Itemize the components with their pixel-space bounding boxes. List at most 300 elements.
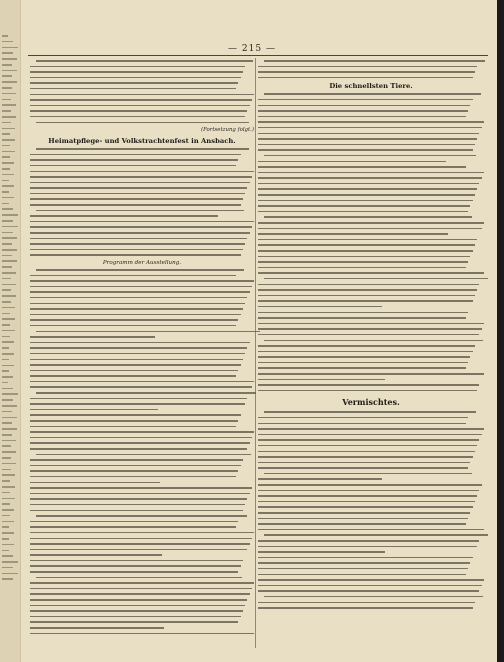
text-line [30,370,238,372]
text-line [264,278,488,280]
gutter-line [2,151,15,153]
gutter-line [2,469,11,471]
text-line [36,269,244,271]
gutter-line [2,203,9,205]
text-line [258,557,473,559]
text-line [258,121,484,123]
text-line [36,60,253,62]
text-line [36,577,242,579]
gutter-line [2,538,9,540]
text-line [258,384,479,386]
text-line [30,414,241,416]
gutter-line [2,185,14,187]
article-text-block [258,60,484,78]
gutter-line [2,521,14,523]
text-line [30,193,245,195]
text-line [30,420,238,422]
gutter-line [2,99,11,101]
gutter-line [2,550,9,552]
text-line [30,226,252,228]
gutter-line [2,64,12,66]
text-line [30,303,245,305]
gutter-line [2,480,10,482]
gutter-line [2,243,12,245]
text-line [30,582,254,584]
gutter-line [2,382,8,384]
text-line [30,308,243,310]
text-line [258,351,473,353]
text-line [258,267,466,269]
text-line [258,289,477,291]
text-line [264,340,483,342]
text-line [30,398,247,400]
text-line [258,445,477,447]
gutter-line [2,289,11,291]
text-line [30,347,247,349]
gutter-line [2,399,13,401]
gutter-line [2,486,15,488]
text-line [258,295,475,297]
text-line [258,574,466,576]
text-line [30,275,236,277]
text-line [30,110,247,112]
text-line [258,188,477,190]
text-line [30,386,252,388]
gutter-line [2,93,16,95]
text-line [36,148,249,150]
text-line [36,210,244,212]
article-text-block [30,148,254,256]
text-line [30,493,250,495]
text-line [258,379,385,381]
text-line [36,331,260,333]
text-line [258,272,484,274]
gutter-line [2,341,14,343]
text-line [36,392,256,394]
text-line [258,116,466,118]
text-line [258,261,468,263]
text-line [258,484,482,486]
text-line [30,342,250,344]
gutter-line [2,162,14,164]
text-line [258,356,470,358]
gutter-line [2,359,9,361]
text-line [258,239,477,241]
gutter-line [2,451,16,453]
text-line [258,512,470,514]
header-rule [28,55,488,56]
page-number: — 215 — [228,44,276,54]
article-subheading: Programm der Ausstellung. [102,260,182,266]
text-line [264,93,481,95]
text-line [30,560,243,562]
text-line [30,605,245,607]
gutter-line [2,75,12,77]
text-line [30,521,238,523]
text-line [30,498,247,500]
text-line [30,286,252,288]
text-line [30,437,252,439]
gutter-line [2,370,9,372]
text-line [30,325,236,327]
text-line [30,627,164,629]
gutter-line [2,503,10,505]
text-line [258,362,468,364]
text-line [258,456,473,458]
gutter-line [2,116,16,118]
gutter-line [2,255,12,257]
text-line [258,529,484,531]
text-line [30,297,247,299]
text-line [30,99,252,101]
text-line [30,487,252,489]
gutter-line [2,174,14,176]
text-line [264,155,476,157]
gutter-line [2,87,12,89]
gutter-line [2,232,13,234]
text-line [258,551,385,553]
gutter-line [2,301,11,303]
text-line [258,244,475,246]
text-line [30,291,250,293]
previous-page-gutter [0,0,21,662]
gutter-line [2,35,8,37]
text-line [30,621,238,623]
gutter-line [2,365,14,367]
gutter-line [2,307,15,309]
text-line [258,373,484,375]
text-line [258,546,477,548]
article-text-block [30,60,254,123]
text-line [258,200,473,202]
gutter-line [2,272,16,274]
gutter-line [2,58,17,60]
text-line [30,381,254,383]
text-line [258,607,473,609]
text-line [264,473,472,475]
text-line [258,590,479,592]
text-line [30,543,250,545]
gutter-line [2,122,11,124]
text-line [30,319,238,321]
text-line [258,328,482,330]
gutter-line [2,313,10,315]
gutter-line [2,509,14,511]
text-line [258,284,479,286]
gutter-line [2,133,10,135]
text-line [258,71,475,73]
text-line [258,478,382,480]
gutter-line [2,417,17,419]
gutter-line [2,128,15,130]
gutter-line [2,168,10,170]
text-line [30,77,241,79]
text-line [258,66,477,68]
gutter-line [2,544,14,546]
gutter-line [2,81,17,83]
text-line [30,171,254,173]
text-line [30,238,247,240]
text-line [258,334,479,336]
gutter-line [2,295,16,297]
text-line [30,593,250,595]
article-heading: Heimatpflege- und Volkstrachtenfest in Ansbach. [48,137,236,146]
text-line [30,154,241,156]
gutter-line [2,156,10,158]
text-line [258,77,473,79]
gutter-line [2,318,15,320]
text-line [258,166,466,168]
text-line [264,411,476,413]
text-line [258,345,475,347]
text-line [30,187,247,189]
gutter-line [2,555,13,557]
text-line [30,204,241,206]
text-line [30,465,241,467]
text-line [258,222,484,224]
text-line [30,431,254,433]
text-line [30,476,236,478]
text-line [30,403,245,405]
gutter-line [2,393,18,395]
text-line [258,228,482,230]
text-line [30,105,250,107]
gutter-line [2,492,10,494]
text-line [258,211,468,213]
text-line [258,506,473,508]
text-line [258,562,470,564]
text-line [258,501,475,503]
gutter-line [2,226,18,228]
text-line [258,467,468,469]
text-line [30,442,250,444]
text-line [30,599,247,601]
text-line [30,314,241,316]
text-line [258,462,470,464]
text-line [258,256,470,258]
text-line [30,232,250,234]
text-line [258,518,468,520]
text-line [258,306,382,308]
gutter-line [2,434,12,436]
text-line [30,176,252,178]
text-line [30,159,238,161]
text-line [30,554,162,556]
gutter-line [2,474,15,476]
text-line [30,280,254,282]
gutter-line [2,260,17,262]
gutter-line [2,208,13,210]
text-line [30,532,254,534]
gutter-text-lines [2,35,18,584]
article-heading: Die schnellsten Tiere. [329,82,413,91]
text-line [258,144,475,146]
left-column [30,60,254,638]
text-line [30,254,241,256]
text-line [264,60,485,62]
text-line [30,336,155,338]
gutter-line [2,428,17,430]
gutter-line [2,41,13,43]
text-line [258,434,482,436]
text-line [258,233,448,235]
gutter-line [2,422,12,424]
gutter-line [2,411,12,413]
text-line [258,183,479,185]
continuation-note: (Fortsetzung folgt.) [200,127,254,134]
text-line [30,215,218,217]
text-line [258,205,470,207]
text-line [258,451,475,453]
text-line [264,534,488,536]
text-line [264,596,483,598]
text-line [258,579,484,581]
gutter-line [2,532,14,534]
text-line [30,633,254,635]
column-divider [255,58,256,648]
text-line [258,312,468,314]
text-line [36,515,247,517]
gutter-line [2,266,12,268]
text-line [36,454,251,456]
text-line [258,495,477,497]
text-line [30,66,245,68]
text-line [30,364,241,366]
text-line [258,300,473,302]
text-line [258,133,479,135]
gutter-line [2,498,15,500]
gutter-line [2,440,16,442]
gutter-line [2,376,13,378]
text-line [258,138,477,140]
text-line [258,439,479,441]
text-line [30,588,252,590]
gutter-line [2,214,18,216]
text-line [30,409,158,411]
gutter-line [2,330,15,332]
text-line [258,177,482,179]
text-line [258,161,446,163]
text-line [30,459,243,461]
gutter-line [2,278,11,280]
section-heading: Vermischtes. [342,397,400,408]
text-line [30,538,252,540]
text-line [258,367,466,369]
text-line [30,71,243,73]
gutter-line [2,567,13,569]
gutter-line [2,353,14,355]
text-line [258,523,466,525]
text-line [30,165,236,167]
gutter-line [2,191,9,193]
text-line [258,149,473,151]
text-line [30,359,243,361]
text-line [30,610,243,612]
text-line [264,216,472,218]
text-line [30,116,245,118]
text-line [258,194,475,196]
text-line [258,540,479,542]
text-line [30,616,241,618]
text-line [258,390,477,392]
text-line [258,317,466,319]
text-line [30,221,254,223]
gutter-line [2,110,11,112]
gutter-line [2,237,17,239]
text-line [30,353,245,355]
text-line [30,243,245,245]
text-line [258,110,468,112]
text-line [258,127,482,129]
text-line [30,565,241,567]
text-line [258,602,475,604]
text-line [30,94,254,96]
text-line [30,82,238,84]
text-line [258,490,479,492]
article-text-block [30,269,254,634]
gutter-line [2,139,15,141]
text-line [30,426,236,428]
text-line [30,510,243,512]
text-line [30,375,236,377]
text-line [30,88,236,90]
gutter-line [2,104,16,106]
gutter-line [2,578,13,580]
text-line [30,182,250,184]
article-text-block [258,411,484,608]
gutter-line [2,457,11,459]
gutter-line [2,180,9,182]
text-line [30,526,236,528]
gutter-line [2,145,10,147]
text-line [258,323,484,325]
text-line [258,585,482,587]
text-line [36,122,249,124]
gutter-line [2,515,10,517]
gutter-line [2,284,16,286]
gutter-line [2,336,10,338]
text-line [258,99,473,101]
text-line [30,470,238,472]
text-line [30,198,243,200]
text-line [258,172,484,174]
gutter-line [2,249,17,251]
text-line [30,482,160,484]
gutter-line [2,220,13,222]
text-line [30,448,247,450]
gutter-line [2,463,16,465]
gutter-line [2,561,18,563]
gutter-line [2,573,18,575]
text-line [258,423,466,425]
gutter-line [2,347,9,349]
right-column [258,60,484,613]
text-line [30,504,245,506]
article-text-block [258,93,484,391]
gutter-line [2,324,10,326]
gutter-line [2,405,17,407]
text-line [258,250,473,252]
gutter-line [2,445,11,447]
text-line [258,417,468,419]
text-line [258,428,484,430]
gutter-line [2,526,9,528]
page-edge [497,0,504,662]
text-line [30,571,238,573]
text-line [30,549,247,551]
text-line [30,249,243,251]
text-line [258,105,470,107]
